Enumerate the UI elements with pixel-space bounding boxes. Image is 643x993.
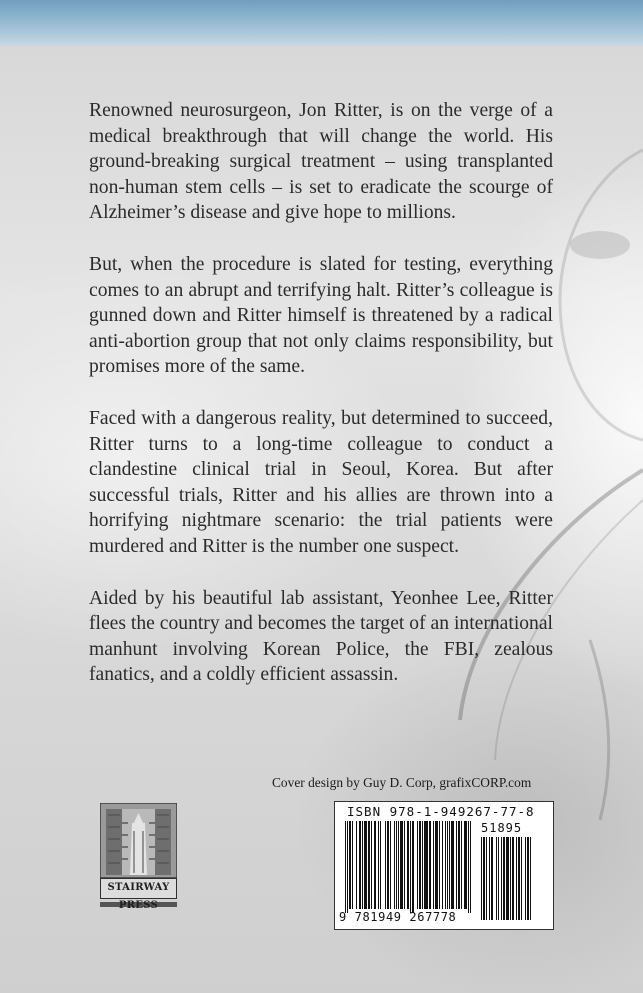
barcode-bar <box>506 837 509 920</box>
barcode-bar <box>483 837 485 920</box>
barcode-bar <box>368 821 370 909</box>
barcode-bar <box>349 821 351 909</box>
blurb-paragraph-1: Renowned neurosurgeon, Jon Ritter, is on the verge of a medical breakthrough that will change the world. His ground-breaking surgical treatment – using transplanted non-human stem cells – is set to eradicate the scourge of Alzheimer’s disease and give hope to millions. <box>89 100 553 224</box>
barcode-bar <box>496 837 497 920</box>
addon-barcode-bars <box>481 837 543 920</box>
barcode-bar <box>470 821 471 913</box>
barcode-bar <box>410 821 411 913</box>
barcode-bar <box>486 837 487 920</box>
barcode-bar <box>442 821 443 909</box>
barcode-bar <box>345 821 346 913</box>
barcode-bar <box>359 821 361 909</box>
barcode-bar <box>527 837 529 920</box>
barcode-bar <box>516 837 517 920</box>
barcode-bar <box>491 837 493 920</box>
barcode-bar <box>456 821 457 909</box>
barcode-bar <box>518 837 520 920</box>
barcode-bar <box>407 821 409 909</box>
price-code: 51895 <box>481 821 523 835</box>
barcode-bar <box>398 821 399 909</box>
barcode-bar <box>461 821 462 909</box>
barcode-bar <box>447 821 448 909</box>
barcode-bar <box>356 821 357 909</box>
barcode-bar <box>435 821 438 909</box>
ean-barcode-bars <box>345 821 477 913</box>
barcode-bar <box>464 821 467 909</box>
barcode-bar <box>498 837 499 920</box>
barcode-bar <box>489 837 490 920</box>
barcode-bar <box>390 821 391 909</box>
barcode-bar <box>404 821 405 909</box>
barcode-bar <box>449 821 450 909</box>
ean-digits: 9 781949 267778 <box>339 910 457 924</box>
isbn-label: ISBN 978-1-949267-77-8 <box>347 804 535 819</box>
barcode-bar <box>374 821 376 909</box>
barcode-bar <box>385 821 386 909</box>
barcode-bar <box>521 837 522 920</box>
barcode-bar <box>378 821 379 909</box>
barcode-bar <box>394 821 395 909</box>
barcode-bar <box>352 821 353 909</box>
barcode-bar <box>481 837 482 920</box>
barcode-bar <box>364 821 367 909</box>
barcode-bar <box>512 837 514 920</box>
barcode-bar <box>510 837 511 920</box>
barcode-bar <box>396 821 397 909</box>
barcode-bar <box>424 821 428 909</box>
barcode-bar <box>400 821 403 909</box>
barcode-bar <box>347 821 348 913</box>
barcode-bar <box>525 837 526 920</box>
blurb-paragraph-2: But, when the procedure is slated for testing, everything comes to an abrupt and terrifying halt. Ritter’s colleague is gunned down and Ritter himself is threatened by a radical anti-abortion group that not only claims responsibility, but promises more of the same. <box>89 253 553 378</box>
barcode-bar <box>439 821 440 909</box>
barcode-bar <box>371 821 372 909</box>
publisher-name: STAIRWAY PRESS <box>100 878 177 899</box>
blurb-text <box>89 98 553 714</box>
barcode-bar <box>530 837 531 920</box>
blurb-paragraph-3: Faced with a dangerous reality, but determined to succeed, Ritter turns to a long-time colleague to conduct a clandestine clinical trial in Seoul, Korea. But after successful trials, Ritter and his allies are thrown into a horrifying nightmare scenario: the trial patients were murdered and Ritter is the number one suspect. <box>89 407 553 557</box>
barcode-bar <box>445 821 446 909</box>
barcode-bar <box>451 821 454 909</box>
barcode-bar <box>468 821 469 913</box>
cover-design-credit: Cover design by Guy D. Corp, grafixCORP.com <box>272 775 532 790</box>
barcode-bar <box>419 821 421 909</box>
isbn-barcode <box>334 801 554 930</box>
barcode-bar <box>380 821 381 909</box>
barcode-bar <box>503 837 505 920</box>
barcode-bar <box>433 821 434 909</box>
blurb-paragraph-4: Aided by his beautiful lab assistant, Yeonhee Lee, Ritter flees the country and becomes the target of an international manhunt involving Korean Police, the FBI, zealous fanatics, and a coldly efficient assassin. <box>89 587 553 686</box>
barcode-bar <box>501 837 502 920</box>
barcode-bar <box>458 821 460 909</box>
barcode-bar <box>422 821 423 909</box>
barcode-bar <box>417 821 418 909</box>
barcode-bar <box>429 821 431 909</box>
barcode-bar <box>387 821 389 909</box>
barcode-bar <box>362 821 363 909</box>
barcode-bar <box>412 821 414 913</box>
